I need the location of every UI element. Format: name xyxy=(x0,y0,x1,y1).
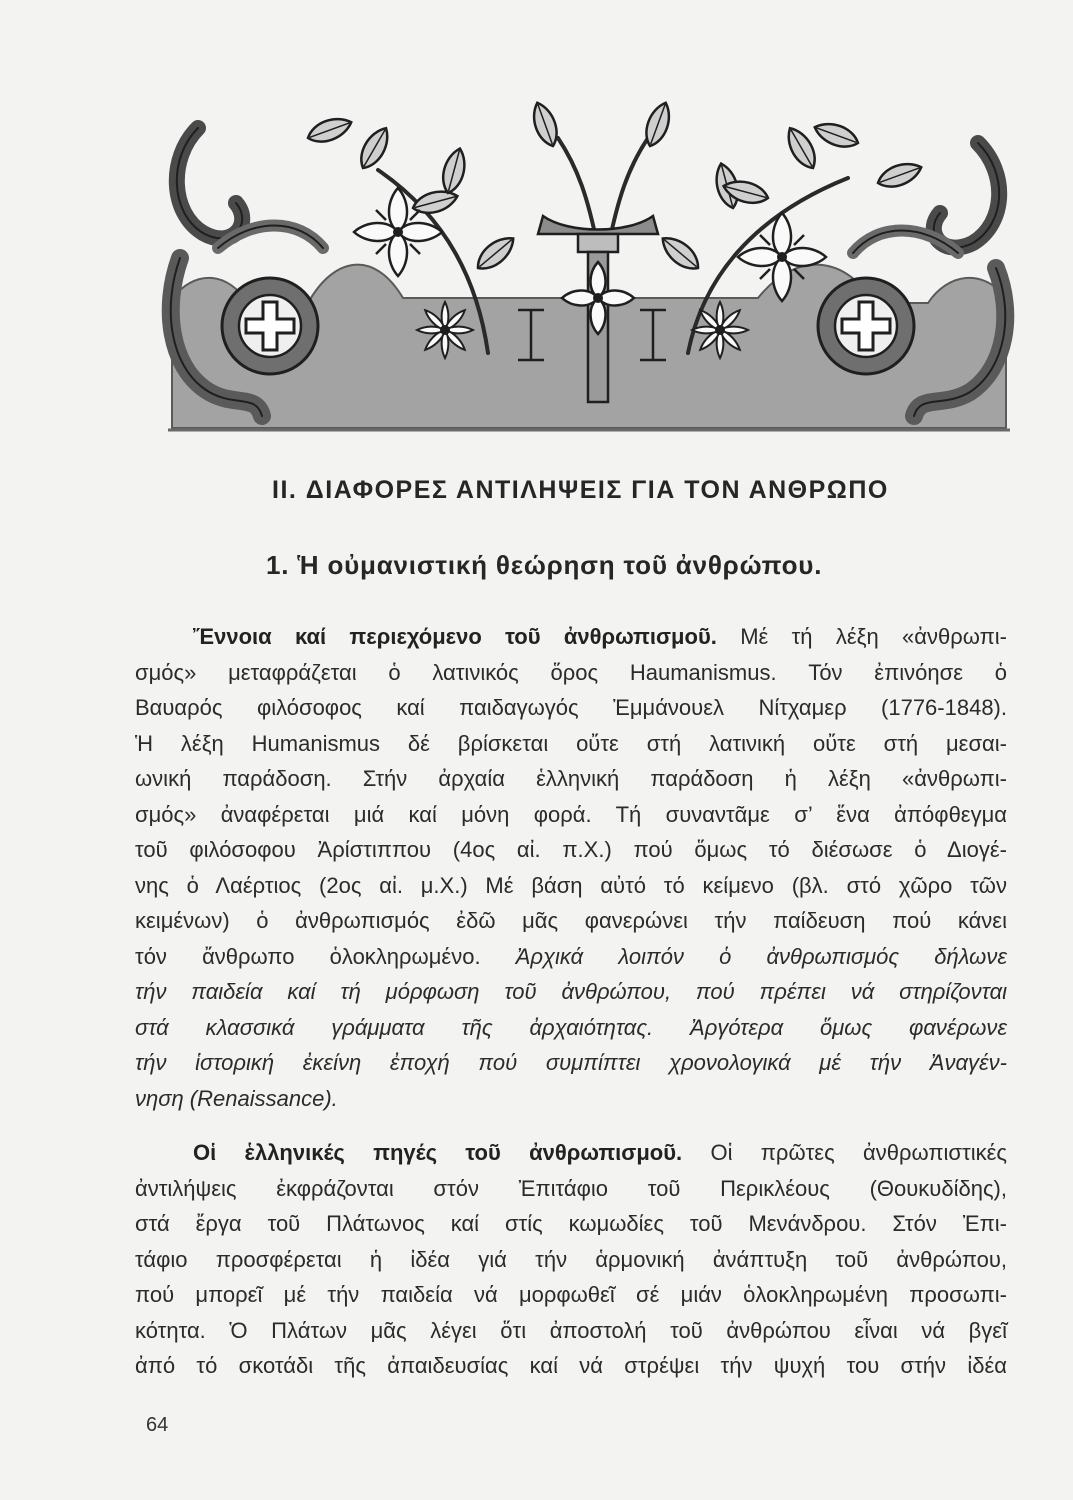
leaf xyxy=(811,118,861,152)
text-line: στά ἔργα τοῦ Πλάτωνος καί στίς κωμωδίες τοῦ Μενάνδρου. Στόν Ἐπι- xyxy=(135,1211,1007,1236)
text-run: τόν ἄνθρωπο ὁλοκληρωμένο. xyxy=(135,943,481,969)
paragraph-1 xyxy=(135,619,1007,1116)
italic-text-line: τήν ἱστορική ἐκείνη ἐποχή πού συμπίπτει χρονολογικά μέ τήν Ἀναγέν- xyxy=(135,1050,1007,1075)
paragraph-lead: Ἔννοια καί περιεχόμενο τοῦ ἀνθρωπισμοῦ. xyxy=(193,624,717,649)
text-line: τοῦ φιλόσοφου Ἀρίστιππου (4ος αἰ. π.Χ.) πού ὅμως τό διέσωσε ὁ Διογέ- xyxy=(135,837,1007,862)
leaf xyxy=(528,99,562,149)
leaf xyxy=(875,158,925,192)
page-number: 64 xyxy=(146,1414,169,1436)
chapter-heading: II. ΔΙΑΦΟΡΕΣ ΑΝΤΙΛΗΨΕΙΣ ΓΙΑ ΤΟΝ ΑΝΘΡΩΠΟ xyxy=(272,476,889,504)
star-flower-left xyxy=(417,302,473,358)
paragraph-lead: Οἱ ἑλληνικές πηγές τοῦ ἀνθρωπισμοῦ. xyxy=(193,1140,683,1165)
italic-text-line: στά κλασσικά γράμματα τῆς ἀρχαιότητας. Ἀργότερα ὅμως φανέρωνε xyxy=(135,1014,1007,1040)
text-line: σμός» μεταφράζεται ὁ λατινικός ὅρος Haumanismus. Τόν ἐπινόησε ὁ xyxy=(135,659,1007,685)
italic-text-line: τήν παιδεία καί τή μόρφωση τοῦ ἀνθρώπου, πού πρέπει νά στηρίζονται xyxy=(135,979,1007,1004)
text-line: ἀπό τό σκοτάδι τῆς ἀπαιδευσίας καί νά στρέψει τήν ψυχή του στήν ἰδέα xyxy=(135,1353,1007,1378)
text-line xyxy=(135,939,1007,975)
text-line: πού μπορεῖ μέ τήν παιδεία νά μορφωθεῖ σέ μιάν ὁλοκληρωμένη προσωπι- xyxy=(135,1282,1007,1307)
text-line: ωνική παράδοση. Στήν ἀρχαία ἑλληνική παράδοση ἡ λέξη «ἀνθρωπι- xyxy=(135,766,1007,791)
leaf xyxy=(305,113,355,147)
star-flower-right xyxy=(692,302,748,358)
text-line: Βαυαρός φιλόσοφος καί παιδαγωγός Ἐμμάνουελ Νίτχαμερ (1776-1848). xyxy=(135,695,1007,720)
text-line: κότητα. Ὁ Πλάτων μᾶς λέγει ὅτι ἀποστολή τοῦ ἀνθρώπου εἶναι νά βγεῖ xyxy=(135,1317,1007,1343)
text-line: Ἡ λέξη Humanismus δέ βρίσκεται οὔτε στή λατινική οὔτε στή μεσαι- xyxy=(135,730,1007,756)
text-run: Μέ τή λέξη «ἀνθρωπι- xyxy=(740,624,1007,649)
text-line: σμός» ἀναφέρεται μιά καί μόνη φορά. Τή συναντᾶμε σ’ ἕνα ἀπόφθεγμα xyxy=(135,801,1007,827)
italic-text-run: Ἀρχικά λοιπόν ὁ ἀνθρωπισμός δήλωνε xyxy=(515,943,1007,969)
text-line: νης ὁ Λαέρτιος (2ος αἰ. μ.Χ.) Μέ βάση αὐτό τό κείμενο (βλ. στό χῶρο τῶν xyxy=(135,872,1007,898)
cross-medallion-right xyxy=(818,278,914,374)
cross-medallion-left xyxy=(222,278,318,374)
text-run: Οἱ πρῶτες ἀνθρωπιστικές xyxy=(710,1140,1007,1165)
paragraph-2 xyxy=(135,1135,1007,1384)
leaf xyxy=(472,231,520,276)
leaf xyxy=(656,231,704,276)
text-line: κειμένων) ὁ ἀνθρωπισμός ἐδῶ μᾶς φανερώνει τήν παίδευση πού κάνει xyxy=(135,908,1007,933)
text-line xyxy=(135,619,1007,655)
leaf xyxy=(439,146,470,195)
text-line: τάφιο προσφέρεται ἡ ἰδέα γιά τήν ἁρμονική ἀνάπτυξη τοῦ ἀνθρώπου, xyxy=(135,1246,1007,1272)
italic-text-line: νηση (Renaissance). xyxy=(135,1085,338,1111)
text-line xyxy=(135,1135,1007,1171)
text-line: ἀντιλήψεις ἐκφράζονται στόν Ἐπιτάφιο τοῦ Περικλέους (Θουκυδίδης), xyxy=(135,1175,1007,1201)
leaf xyxy=(355,123,395,173)
section-heading: 1. Ἡ οὐμανιστική θεώρηση τοῦ ἀνθρώπου. xyxy=(266,550,823,580)
header-ornament xyxy=(158,98,1018,443)
